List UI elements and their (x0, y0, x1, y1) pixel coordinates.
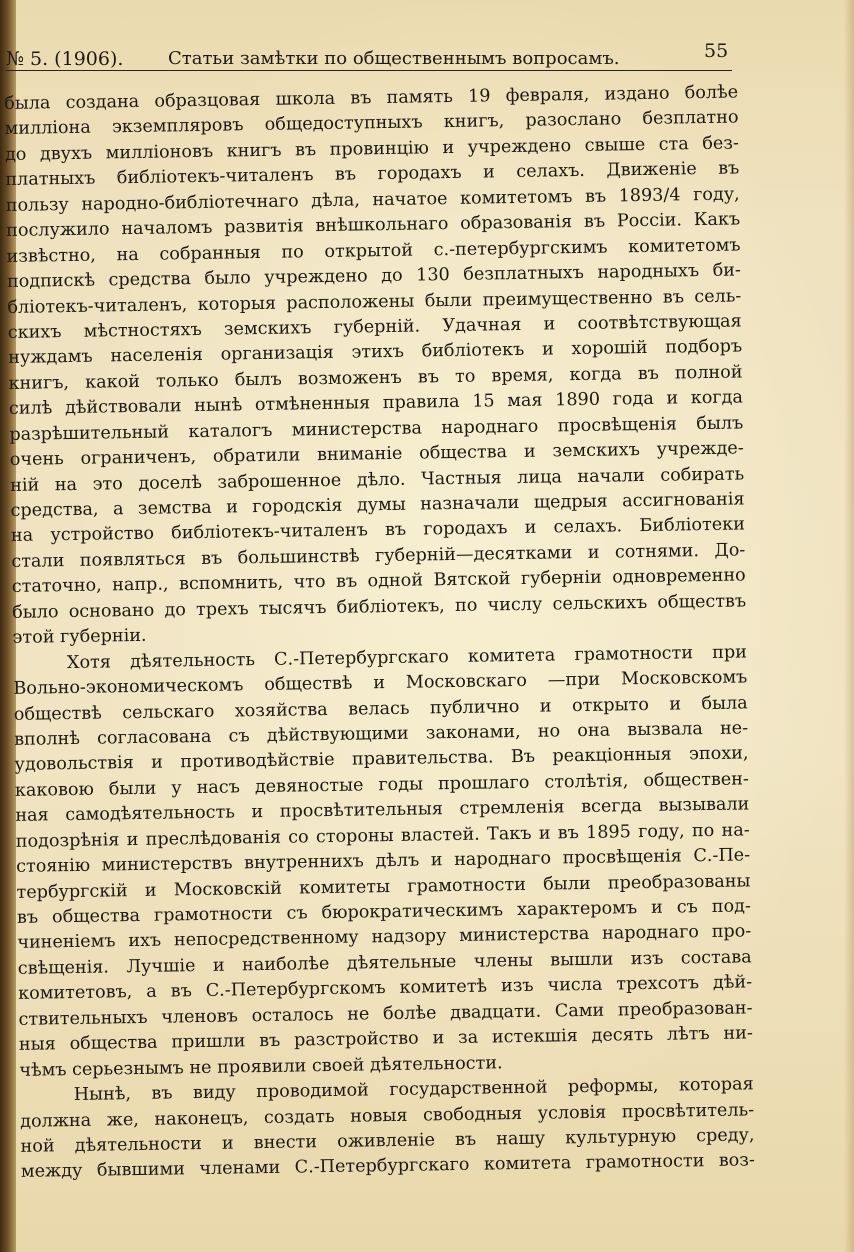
text-line: чиненіемъ ихъ непосредственному надзору министерства народнаго про- (17, 921, 752, 954)
text-line: каковою были у насъ девяностые годы прошлаго столѣтія, обществен- (14, 769, 750, 801)
issue-label: № 5. (1906). (6, 48, 124, 70)
text-line: вполнѣ согласована съ дѣйствующими законами, но она вызвала не- (14, 718, 749, 750)
text-line: статочно, напр., вспомнить, что въ одной Вятской губерніи одновременно (11, 565, 746, 598)
text-line: удовольствія и противодѣйствіе правительства. Въ реакціонныя эпохи, (14, 743, 749, 776)
text-line: бліотекъ-читаленъ, которыя расположены были преимущественно въ сель- (7, 285, 742, 318)
text-line: комитетовъ, а въ С.-Петербургскомъ комитетѣ изъ числа трехсотъ дѣй- (18, 972, 753, 1005)
text-line: было основано до трехъ тысячъ библіотекъ, по числу сельскихъ обществъ (12, 591, 747, 623)
text-line: средства, а земства и городскія думы назначали щедрыя ассигнованія (10, 489, 745, 521)
text-line: ной дѣятельности и внести оживленіе въ нашу культурную среду, (20, 1125, 755, 1157)
text-line: въ общества грамотности съ бюрократическимъ характеромъ и съ под- (16, 896, 752, 928)
text-line: подозрѣнія и преслѣдованія со стороны властей. Такъ и въ 1895 году, по на- (15, 820, 750, 852)
text-line: стоянію министерствъ внутреннихъ дѣлъ и народнаго просвѣщенія С.-Пе- (16, 845, 751, 878)
paragraph-end-line: этой губерніи. (12, 626, 147, 649)
text-line: разрѣшительный каталогъ министерства народнаго просвѣщенія былъ (9, 413, 744, 445)
text-line: платныхъ библіотекъ-читаленъ въ городахъ и селахъ. Движеніе въ (5, 158, 740, 191)
text-line: до двухъ милліоновъ книгъ въ провинцію и учреждено свыше ста без- (4, 133, 740, 165)
paragraph-end-line: чѣмъ серьезнымъ не проявили своей дѣятельности. (19, 1052, 503, 1081)
page-number: 55 (704, 40, 729, 62)
text-line: книгъ, какой только былъ возможенъ въ то время, когда въ полной (8, 362, 743, 394)
text-line: силѣ дѣйствовали нынѣ отмѣненныя правила 15 мая 1890 года и когда (8, 387, 744, 420)
text-line: нуждамъ населенія организація этихъ библіотекъ и хорошій подборъ (8, 336, 743, 369)
text-line: пользу народно-библіотечнаго дѣла, начатое комитетомъ въ 1893/4 году, (5, 184, 740, 216)
text-line: милліона экземпляровъ общедоступныхъ книгъ, разослано безплатно (4, 107, 739, 140)
text-line: стали появляться въ большинствѣ губерній—десятками и сотнями. До- (11, 540, 746, 572)
text-line: ствительныхъ членовъ осталось не болѣе двадцати. Сами преобразован- (18, 998, 753, 1030)
body-text (4, 80, 756, 1231)
text-line: очень ограниченъ, обратили вниманіе общества и земскихъ учрежде- (9, 438, 744, 471)
text-line: между бывшими членами С.-Петербургскаго комитета грамотности воз- (20, 1150, 756, 1183)
text-line: Вольно-экономическомъ обществѣ и Московскаго —при Московскомъ (13, 667, 748, 699)
running-header (6, 36, 732, 71)
text-line: ная самодѣятельность и просвѣтительныя стремленія всегда вызывали (15, 794, 750, 827)
text-line: свѣщенія. Лучшіе и наиболѣе дѣятельные члены вышли изъ состава (17, 947, 752, 979)
text-line: на устройство библіотекъ-читаленъ въ городахъ и селахъ. Библіотеки (10, 514, 746, 547)
text-line: подпискѣ средства было учреждено до 130 безплатныхъ народныхъ би- (6, 260, 742, 293)
running-title: Статьи замѣтки по общественнымъ вопросамъ. (168, 48, 620, 69)
page-edge-shadow (844, 0, 854, 1252)
text-line: должна же, наконецъ, создать новыя свободныя условія просвѣтитель- (20, 1099, 755, 1132)
text-line: послужило началомъ развитія внѣшкольнаго образованія въ Россіи. Какъ (6, 209, 741, 242)
text-line: ныя общества пришли въ разстройство и за истекшія десять лѣтъ ни- (18, 1023, 754, 1056)
text-line: тербургскій и Московскій комитеты грамотности были преобразованы (16, 870, 751, 903)
text-line: извѣстно, на собранныя по открытой с.-петербургскимъ комитетомъ (6, 235, 741, 267)
text-line: была создана образцовая школа въ память 19 февраля, издано болѣе (4, 82, 739, 114)
paragraph-start-line: Хотя дѣятельность С.-Петербургскаго комитета грамотности при (66, 642, 748, 673)
paragraph-start-line: Нынѣ, въ виду проводимой государственной реформы, которая (73, 1074, 754, 1106)
text-line: скихъ мѣстностяхъ земскихъ губерній. Удачная и соотвѣтствующая (7, 311, 742, 343)
text-line: обществѣ сельскаго хозяйства велась публично и открыто и была (13, 692, 748, 725)
text-line: ній на это доселѣ заброшенное дѣло. Частныя лица начали собирать (10, 463, 745, 496)
